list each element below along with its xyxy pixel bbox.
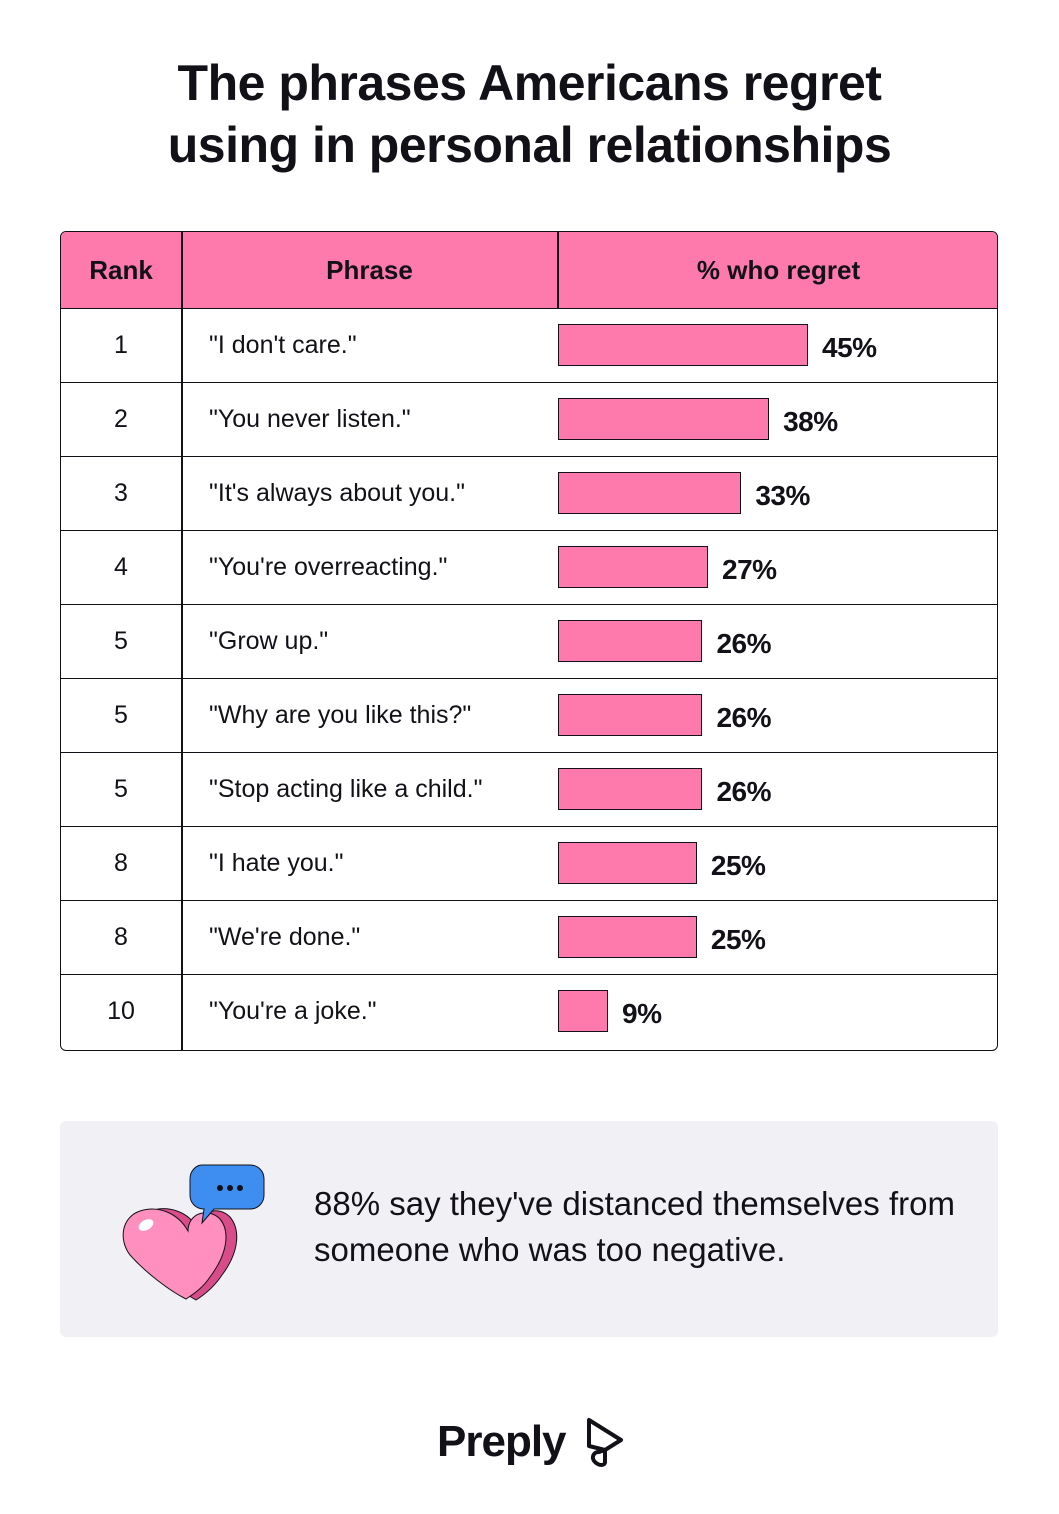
rank-cell: 5: [114, 775, 128, 803]
phrase-cell: "I don't care.": [209, 331, 357, 359]
rank-cell: 8: [114, 923, 128, 951]
phrase-cell: "It's always about you.": [209, 479, 465, 507]
column-divider: [181, 232, 183, 1050]
regret-table: [60, 231, 998, 1051]
bar: [558, 398, 769, 440]
table-row: [61, 309, 997, 383]
rank-cell: 5: [114, 627, 128, 655]
table-row: [61, 753, 997, 827]
phrase-cell: "You're a joke.": [209, 997, 377, 1025]
bar-value-label: 9%: [622, 998, 662, 1029]
callout-text: 88% say they've distanced themselves from someone who was too negative.: [314, 1185, 955, 1268]
table-header: [61, 232, 997, 309]
bar-value-label: 26%: [716, 702, 771, 733]
rank-cell: 10: [107, 997, 135, 1025]
rank-cell: 2: [114, 405, 128, 433]
table-row: [61, 827, 997, 901]
rank-cell: 3: [114, 479, 128, 507]
bar-value-label: 33%: [755, 480, 810, 511]
bar-value-label: 26%: [716, 628, 771, 659]
bar-value-label: 45%: [822, 332, 877, 363]
page-title: [0, 52, 1059, 176]
bar-value-label: 25%: [710, 924, 766, 955]
callout-box: [60, 1121, 998, 1337]
header-percent: % who regret: [696, 255, 861, 285]
heart-speech-bubble-icon: [120, 1159, 270, 1309]
phrase-cell: "We're done.": [209, 923, 361, 951]
bar-value-label: 38%: [783, 406, 838, 437]
bar: [558, 324, 808, 366]
brand-name: Preply: [437, 1417, 566, 1466]
column-divider: [557, 232, 559, 309]
header-phrase: Phrase: [326, 255, 413, 285]
phrase-cell: "Stop acting like a child.": [209, 775, 483, 803]
bar: [558, 990, 608, 1032]
bar: [558, 620, 702, 662]
table-row: [61, 975, 997, 1049]
bar-value-label: 26%: [716, 776, 771, 807]
table-row: [61, 605, 997, 679]
phrase-cell: "You're overreacting.": [209, 553, 448, 581]
header-rank: Rank: [89, 255, 153, 285]
table-row: [61, 901, 997, 975]
title-line-1: The phrases Americans regret: [177, 55, 882, 111]
table-row: [61, 679, 997, 753]
rank-cell: 1: [114, 331, 128, 359]
table-row: [61, 531, 997, 605]
rank-cell: 4: [114, 553, 128, 581]
bar: [558, 472, 741, 514]
bar: [558, 546, 708, 588]
table-row: [61, 457, 997, 531]
title-line-2: using in personal relationships: [167, 117, 892, 173]
preply-logo-icon: [585, 1416, 625, 1468]
phrase-cell: "Grow up.": [209, 627, 329, 655]
bar-value-label: 25%: [710, 850, 766, 881]
rank-cell: 5: [114, 701, 128, 729]
bar: [558, 694, 702, 736]
bar-value-label: 27%: [722, 554, 777, 585]
phrase-cell: "I hate you.": [209, 849, 344, 877]
phrase-cell: "You never listen.": [209, 405, 411, 433]
bar: [558, 768, 702, 810]
bar: [558, 842, 697, 884]
rank-cell: 8: [114, 849, 128, 877]
table-row: [61, 383, 997, 457]
phrase-cell: "Why are you like this?": [209, 701, 472, 729]
bar: [558, 916, 697, 958]
